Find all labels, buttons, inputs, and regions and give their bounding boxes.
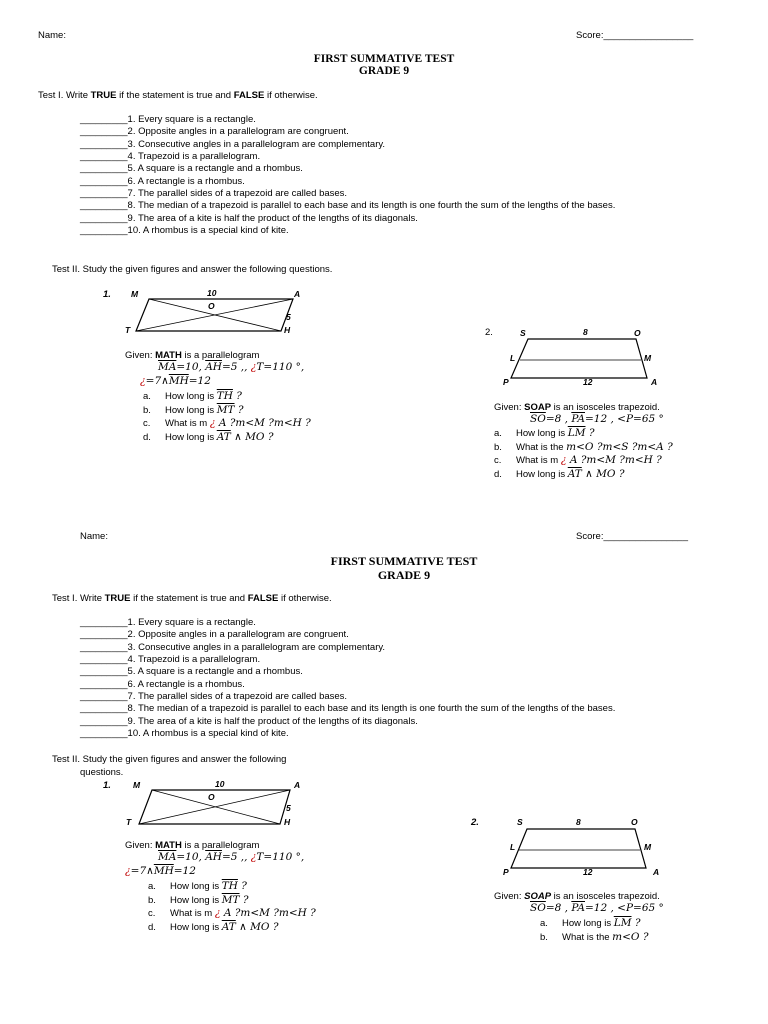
test-item: _________9. The area of a kite is half the product of the lengths of its diagonals. (80, 715, 418, 727)
instruction-text: if the statement is true and (130, 593, 248, 604)
instruction-text: Test I. Write (38, 90, 91, 101)
question-text: What is the (562, 931, 613, 943)
math-text: =10, (176, 361, 206, 373)
instruction-text: if the statement is true and (116, 90, 234, 101)
test2-instruction: Test II. Study the given figures and answer the following questions. (52, 264, 333, 275)
figure-number: 1. (103, 289, 111, 300)
given-text: Given: (125, 840, 156, 851)
segment: $\overline{MH}$ (153, 865, 174, 877)
segment: $\overline{TH}$ (216, 390, 233, 402)
vertex-label-m: M (644, 842, 652, 852)
test2-instruction: questions. (80, 767, 124, 778)
instruction-text: if otherwise. (278, 593, 332, 604)
figure-name: MATH (155, 350, 182, 361)
page-title: FIRST SUMMATIVE TEST (330, 554, 478, 568)
false-keyword: FALSE (233, 90, 265, 101)
score-label: Score:________________ (576, 531, 688, 542)
math-text: =5 ,, (221, 851, 251, 863)
false-keyword: FALSE (247, 593, 279, 604)
test-item: _________1. Every square is a rectangle. (80, 617, 256, 628)
question-list (540, 917, 649, 944)
segment: $\overline{AH}$ (205, 851, 222, 863)
vertex-label-m: M (131, 289, 139, 299)
instruction-text: Test I. Write (52, 593, 105, 604)
math-text: T=110 °, (256, 361, 305, 373)
question-letter: d. (148, 921, 156, 933)
symbol: ¿ (214, 907, 221, 919)
segment: $\overline{LM}$ (613, 917, 632, 929)
question-text: How long is (165, 404, 217, 416)
figure-name: MATH (155, 840, 182, 851)
question-item (540, 931, 649, 945)
vertex-label-p: P (503, 377, 509, 387)
true-keyword: TRUE (104, 593, 131, 604)
given-text: Given: (125, 350, 156, 361)
question-text: How long is (516, 428, 568, 439)
given-text: Given: (494, 891, 525, 902)
math-text: =7∧ (145, 375, 169, 387)
test-item: _________6. A rectangle is a rhombus. (80, 175, 245, 187)
given-text: is an isosceles trapezoid. (551, 891, 660, 902)
test-item: _________1. Every square is a rectangle. (80, 114, 256, 125)
test-item: _________4. Trapezoid is a parallelogram. (80, 654, 261, 666)
vertex-label-p: P (503, 867, 509, 877)
math-text: =10, (176, 851, 206, 863)
vertex-label-a: A (651, 377, 658, 387)
question-letter: a. (143, 391, 151, 402)
question-item (540, 917, 649, 931)
vertex-label-l: L (510, 353, 516, 363)
question-letter: d. (143, 431, 151, 443)
math-text: ∧ MO ? (581, 468, 625, 481)
score-label: Score:_________________ (576, 30, 694, 41)
math-text: ? (232, 390, 242, 402)
test-item: _________9. The area of a kite is half the product of the lengths of its diagonals. (80, 212, 418, 224)
given-statement (494, 891, 660, 902)
question-text: How long is (562, 918, 614, 929)
name-label: Name: (38, 30, 66, 41)
question-letter: c. (143, 418, 151, 429)
grade-label: GRADE 9 (358, 65, 410, 77)
math-text: =8 , (545, 413, 572, 425)
side-length-label: 12 (583, 377, 593, 387)
vertex-label-a: A (653, 867, 660, 877)
figure-number: 2. (485, 327, 493, 338)
segment: $\overline{AT}$ (567, 468, 582, 481)
segment: $\overline{MT}$ (221, 893, 240, 906)
vertex-label-s: S (517, 817, 523, 827)
question-text: What is m (516, 455, 561, 467)
figure-number: 2. (471, 817, 479, 828)
segment: $\overline{MH}$ (168, 375, 189, 387)
vertex-label-o: O (634, 328, 641, 338)
vertex-label-m: M (644, 353, 652, 363)
instruction-text: if otherwise. (264, 90, 318, 101)
segment: $\overline{MA}$ (158, 361, 177, 373)
math-text: =12 , <P=65 ° (585, 413, 664, 425)
question-text: What is the (516, 441, 567, 453)
question-text: What is m (165, 418, 210, 429)
test-item: _________10. A rhombus is a special kind of kite. (80, 225, 289, 237)
given-values (530, 902, 664, 914)
question-letter: d. (494, 469, 502, 481)
vertex-label-h: H (284, 325, 291, 335)
segment: $\overline{PA}$ (571, 413, 585, 425)
segment: $\overline{TH}$ (221, 880, 238, 892)
segment: $\overline{MA}$ (158, 851, 177, 863)
math-text: =12 (173, 865, 196, 877)
math-text: =12 , <P=65 ° (585, 902, 664, 914)
center-label-o: O (208, 792, 215, 802)
question-letter: c. (148, 908, 156, 919)
question-letter: a. (540, 918, 548, 929)
given-text: is a parallelogram (181, 350, 260, 361)
question-text: How long is (170, 921, 222, 933)
math-text: ? (239, 893, 249, 906)
test2-instruction: Test II. Study the given figures and answer the following (52, 754, 287, 765)
vertex-label-t: T (125, 325, 131, 335)
test-item: _________2. Opposite angles in a parallelogram are congruent. (80, 629, 349, 641)
side-length-label: 10 (207, 288, 217, 298)
test-item: _________3. Consecutive angles in a parallelogram are complementary. (80, 138, 386, 150)
math-text: ? (631, 917, 641, 929)
given-text: Given: (494, 402, 525, 413)
test-item: _________5. A square is a rectangle and a rhombus. (80, 666, 303, 678)
question-letter: b. (540, 931, 548, 943)
math-text: =12 (188, 375, 211, 387)
test-item: _________6. A rectangle is a rhombus. (80, 678, 245, 690)
question-text: How long is (170, 881, 222, 892)
side-length-label: 10 (215, 779, 225, 789)
given-text: is a parallelogram (181, 840, 260, 851)
test-item: _________4. Trapezoid is a parallelogram. (80, 151, 261, 163)
math-text: =8 , (545, 902, 572, 914)
test-item: _________3. Consecutive angles in a parallelogram are complementary. (80, 641, 386, 653)
math-text: ? (237, 880, 247, 892)
name-label: Name: (80, 531, 108, 542)
figure-name: SOAP (524, 402, 552, 413)
true-keyword: TRUE (90, 90, 117, 101)
vertex-label-a: A (294, 780, 301, 790)
question-text: How long is (165, 391, 217, 402)
test-item: _________5. A square is a rectangle and a rhombus. (80, 163, 303, 175)
segment: $\overline{PA}$ (571, 902, 585, 914)
question-letter: c. (494, 455, 502, 467)
segment: $\overline{AH}$ (205, 361, 222, 373)
question-text: How long is (516, 469, 568, 481)
segment: $\overline{MT}$ (216, 403, 235, 416)
side-length-label: 5 (286, 312, 291, 322)
segment: $\overline{AT}$ (216, 430, 231, 443)
math-text: =7∧ (130, 865, 154, 877)
test-item: _________7. The parallel sides of a trapezoid are called bases. (80, 691, 348, 703)
test-item: _________8. The median of a trapezoid is parallel to each base and its length is one fourth the sum of the lengths of the bases. (80, 200, 616, 212)
symbol: ¿ (125, 865, 131, 877)
vertex-label-l: L (510, 842, 516, 852)
math-text: ? (234, 403, 244, 416)
figure-name: SOAP (524, 891, 552, 902)
math-text: A ?m<M ?m<H ? (566, 454, 662, 467)
vertex-label-o: O (631, 817, 638, 827)
math-text: ? (585, 427, 595, 439)
test-item: _________10. A rhombus is a special kind of kite. (80, 728, 289, 740)
question-letter: b. (494, 441, 502, 453)
page-title: FIRST SUMMATIVE TEST (313, 53, 455, 65)
question-text: How long is (165, 431, 217, 443)
segment: $\overline{SO}$ (530, 902, 546, 914)
grade-label: GRADE 9 (377, 568, 431, 582)
question-letter: b. (148, 894, 156, 906)
side-length-label: 8 (576, 817, 581, 827)
math-text: m<O ? (612, 930, 649, 943)
vertex-label-m: M (133, 780, 141, 790)
question-letter: b. (143, 404, 151, 416)
symbol: ¿ (560, 454, 567, 467)
test-item: _________2. Opposite angles in a parallelogram are congruent. (80, 126, 349, 138)
math-text: T=110 °, (256, 851, 305, 863)
vertex-label-s: S (520, 328, 526, 338)
math-text: A ?m<M ?m<H ? (220, 907, 316, 919)
symbol: ¿ (250, 361, 257, 373)
segment: $\overline{SO}$ (530, 413, 546, 425)
figure-number: 1. (103, 780, 111, 791)
math-text: A ?m<M ?m<H ? (215, 417, 311, 429)
question-text: How long is (170, 894, 222, 906)
given-text: is an isosceles trapezoid. (551, 402, 660, 413)
vertex-label-t: T (126, 817, 132, 827)
test-item: _________8. The median of a trapezoid is parallel to each base and its length is one fourth the sum of the lengths of the bases. (80, 703, 616, 715)
vertex-label-h: H (284, 817, 291, 827)
side-length-label: 12 (583, 867, 593, 877)
question-letter: a. (494, 428, 502, 439)
symbol: ¿ (209, 417, 216, 429)
math-text: ∧ MO ? (235, 920, 279, 933)
vertex-label-a: A (294, 289, 301, 299)
math-text: =5 ,, (221, 361, 251, 373)
side-length-label: 5 (286, 803, 291, 813)
center-label-o: O (208, 301, 215, 311)
symbol: ¿ (250, 851, 257, 863)
side-length-label: 8 (583, 327, 588, 337)
symbol: ¿ (140, 375, 146, 387)
question-letter: a. (148, 881, 156, 892)
question-text: What is m (170, 908, 215, 919)
segment: $\overline{AT}$ (221, 920, 236, 933)
math-text: ∧ MO ? (230, 430, 274, 443)
math-text: m<O ?m<S ?m<A ? (566, 440, 673, 453)
test-item: _________7. The parallel sides of a trapezoid are called bases. (80, 188, 348, 200)
segment: $\overline{LM}$ (567, 427, 586, 439)
